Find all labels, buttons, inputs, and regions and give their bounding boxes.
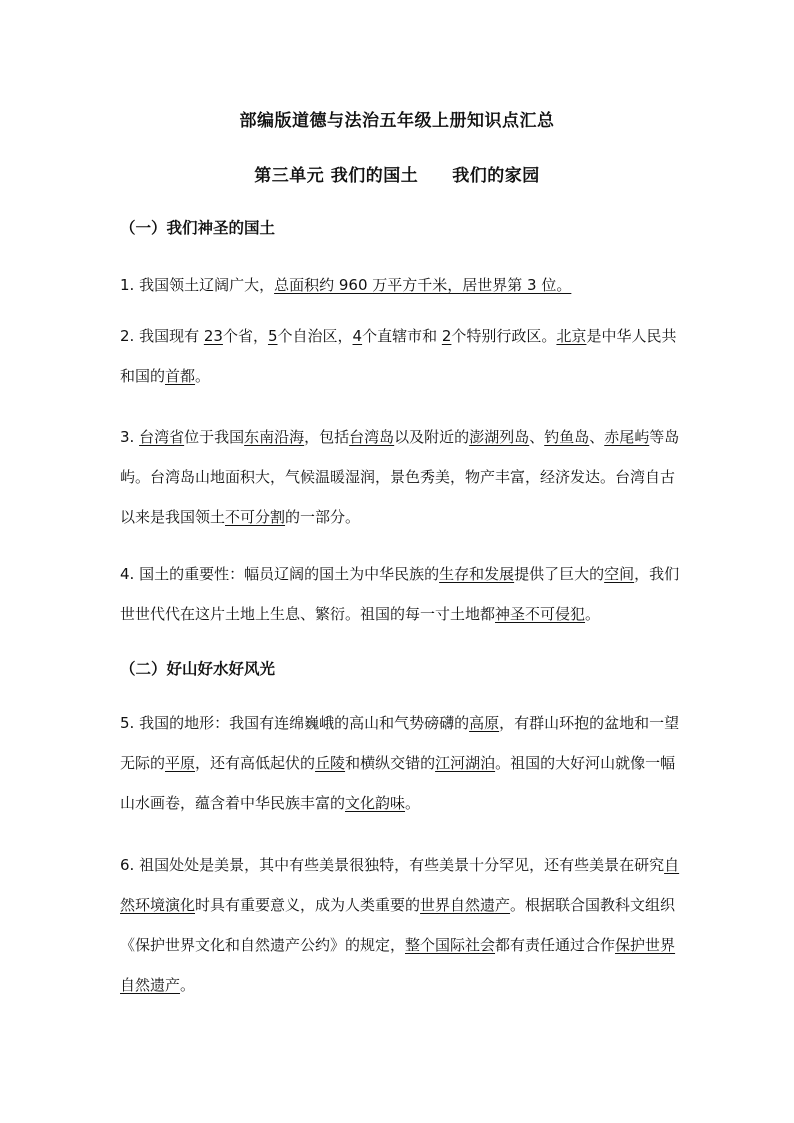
text: 都有责任通过合作 xyxy=(495,936,616,954)
text: 以及附近的 xyxy=(394,428,470,446)
underlined-text: 23 xyxy=(203,327,223,345)
section-heading-2: （二）好山好水好风光 xyxy=(120,659,276,678)
underlined-text: 文化韵味 xyxy=(345,794,406,812)
text: 个直辖市和 xyxy=(362,327,442,345)
text: 提供了巨大的 xyxy=(514,565,605,583)
paragraph-2 xyxy=(120,316,680,396)
underlined-text: 4 xyxy=(352,327,363,345)
paragraph-4 xyxy=(120,554,680,634)
text: 。 xyxy=(405,794,421,812)
underlined-text: 保护世界自然遗产 xyxy=(120,936,676,994)
text: 是中华人民共和国的 xyxy=(120,327,677,385)
text: 。祖国的大好河山就像一幅山水画卷，蕴含着中华民族丰富的 xyxy=(120,754,676,812)
text: 2. 我国现有 xyxy=(120,327,204,345)
underlined-text: 5 xyxy=(267,327,278,345)
text: 6. 祖国处处是美景，其中有些美景很独特，有些美景十分罕见，还有些美景在研究 xyxy=(120,856,665,874)
underlined-text: 东南沿海 xyxy=(244,428,305,446)
text: 。 xyxy=(195,367,211,385)
underlined-text: 神圣不可侵犯 xyxy=(495,605,586,623)
text: 和横纵交错的 xyxy=(345,754,436,772)
underlined-text: 总面积约 960 万平方千米，居世界第 3 位。 xyxy=(274,276,572,294)
text: 。根据联合国教科文组织《保护世界文化和自然遗产公约》的规定， xyxy=(120,896,676,954)
text: 个省， xyxy=(222,327,268,345)
underlined-text: 台湾省 xyxy=(139,428,185,446)
underlined-text: 赤尾屿 xyxy=(604,428,650,446)
underlined-text: 高原 xyxy=(469,714,500,732)
underlined-text: 首都 xyxy=(165,367,196,385)
text: 、 xyxy=(529,428,545,446)
underlined-text: 整个国际社会 xyxy=(405,936,496,954)
underlined-text: 江河湖泊 xyxy=(435,754,496,772)
unit-heading xyxy=(0,161,794,186)
section-heading-1: （一）我们神圣的国土 xyxy=(120,218,276,237)
underlined-text: 2 xyxy=(441,327,452,345)
underlined-text: 不可分割 xyxy=(225,508,286,526)
text: 位于我国 xyxy=(184,428,245,446)
underlined-text: 钓鱼岛 xyxy=(544,428,590,446)
underlined-text: 台湾岛 xyxy=(349,428,395,446)
paragraph-5 xyxy=(120,703,680,823)
underlined-text: 生存和发展 xyxy=(439,565,515,583)
text: 。 xyxy=(585,605,601,623)
text: 时具有重要意义，成为人类重要的 xyxy=(195,896,421,914)
underlined-text: 空间 xyxy=(604,565,635,583)
text: 5. 我国的地形：我国有连绵巍峨的高山和气势磅礴的 xyxy=(120,714,470,732)
text: 3. xyxy=(120,428,140,446)
underlined-text: 丘陵 xyxy=(315,754,346,772)
text: ，包括 xyxy=(304,428,350,446)
unit-heading-part2: 我们的家园 xyxy=(452,166,540,186)
text: 4. 国土的重要性：幅员辽阔的国土为中华民族的 xyxy=(120,565,440,583)
text: 1. 我国领土辽阔广大， xyxy=(120,276,275,294)
text: 个自治区， xyxy=(277,327,353,345)
document-title: 部编版道德与法治五年级上册知识点汇总 xyxy=(239,111,555,131)
text: ，有群山环抱的盆地和一望无际的 xyxy=(120,714,680,772)
underlined-text: 澎湖列岛 xyxy=(469,428,530,446)
unit-heading-part1: 第三单元 我们的国土 xyxy=(254,166,419,186)
underlined-text: 世界自然遗产 xyxy=(420,896,511,914)
underlined-text: 平原 xyxy=(165,754,196,772)
underlined-text: 自然环境演化 xyxy=(120,856,680,914)
text: 、 xyxy=(589,428,605,446)
text: ，还有高低起伏的 xyxy=(195,754,316,772)
paragraph-3 xyxy=(120,417,680,537)
text: 。 xyxy=(180,976,196,994)
paragraph-6 xyxy=(120,845,680,1005)
text: 的一部分。 xyxy=(285,508,361,526)
text: 等岛屿。台湾岛山地面积大，气候温暖湿润，景色秀美，物产丰富，经济发达。台湾自古以来是我国领土 xyxy=(120,428,680,526)
paragraph-1 xyxy=(120,265,680,305)
text: ，我们世世代代在这片土地上生息、繁衍。祖国的每一寸土地都 xyxy=(120,565,680,623)
text: 个特别行政区。 xyxy=(451,327,557,345)
underlined-text: 北京 xyxy=(556,327,587,345)
